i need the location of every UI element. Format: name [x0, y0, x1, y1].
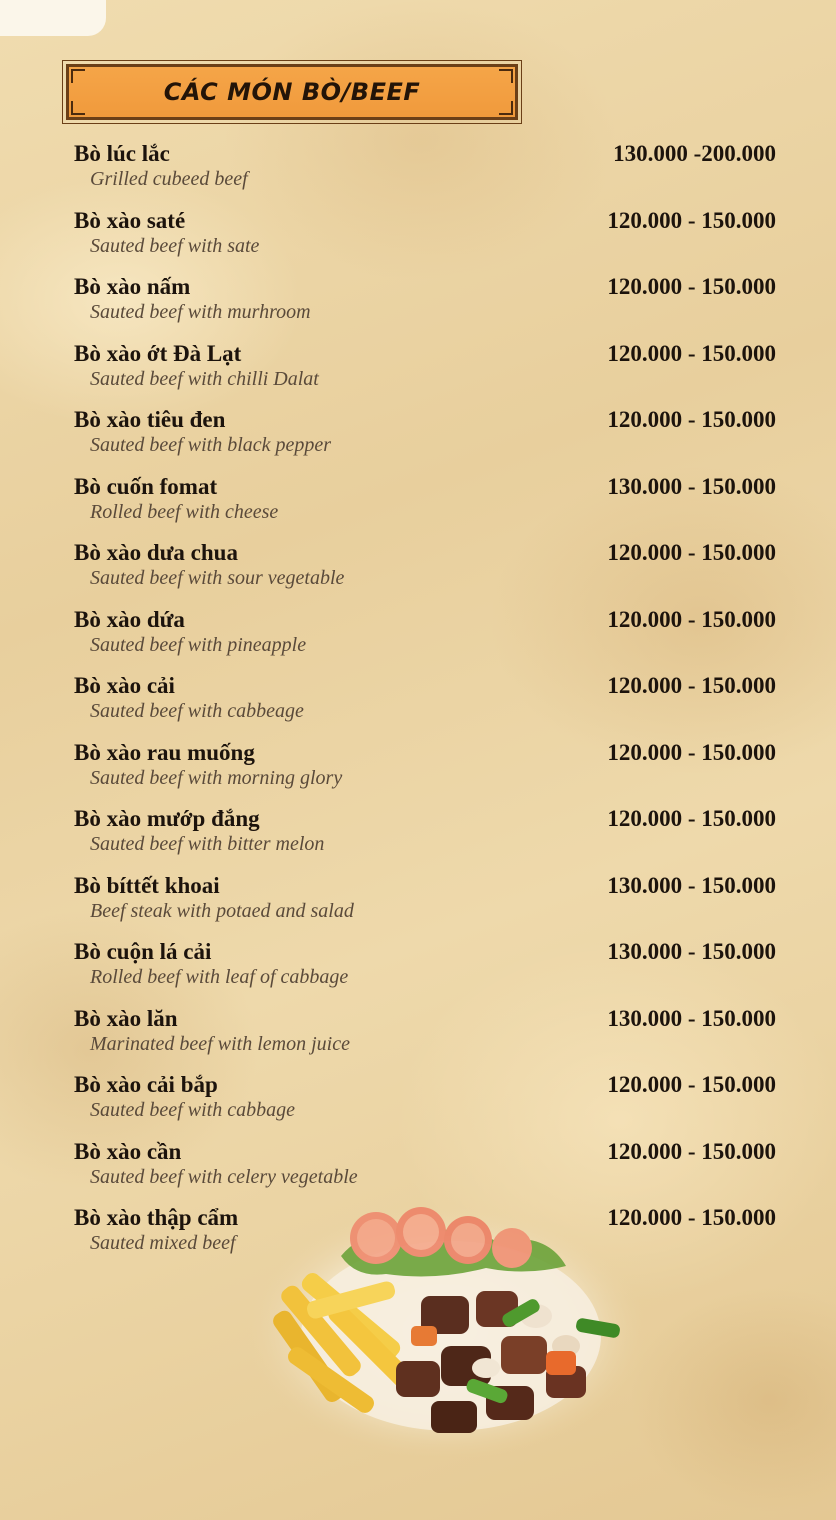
menu-item — [0, 470, 836, 537]
item-description: Sauted beef with sate — [90, 234, 260, 257]
item-description: Sauted beef with cabbeage — [90, 700, 304, 722]
section-title: CÁC MÓN BÒ/BEEF — [163, 78, 421, 106]
item-name: Bò xào dứa — [74, 606, 185, 632]
item-name: Bò cuốn fomat — [74, 473, 218, 499]
item-description: Sauted beef with sour vegetable — [90, 567, 345, 589]
item-price: 120.000 - 150.000 — [607, 407, 776, 432]
menu-item — [0, 137, 836, 204]
item-name: Bò lúc lắc — [74, 141, 170, 166]
item-price: 120.000 - 150.000 — [607, 540, 776, 565]
menu-list — [0, 137, 836, 1268]
item-name: Bò xào thập cẩm — [74, 1205, 239, 1230]
item-description: Sauted beef with bitter melon — [90, 833, 325, 855]
item-price: 120.000 - 150.000 — [607, 207, 776, 233]
item-description: Sauted beef with chilli Dalat — [90, 367, 319, 390]
item-price: 120.000 - 150.000 — [607, 606, 776, 632]
item-name: Bò xào cần — [74, 1138, 182, 1164]
item-name: Bò xào nấm — [74, 274, 191, 299]
item-description: Sauted beef with cabbage — [90, 1099, 295, 1121]
item-name: Bò bíttết khoai — [74, 872, 220, 898]
item-description: Grilled cubeed beef — [90, 168, 248, 190]
menu-item — [0, 1068, 836, 1135]
item-name: Bò xào dưa chua — [74, 540, 238, 565]
menu-item — [0, 270, 836, 337]
item-price: 120.000 - 150.000 — [607, 274, 776, 299]
item-description: Rolled beef with leaf of cabbage — [90, 966, 349, 988]
item-name: Bò xào mướp đắng — [74, 806, 260, 831]
item-price: 130.000 - 150.000 — [607, 1005, 776, 1031]
item-description: Sauted beef with morning glory — [90, 766, 343, 789]
item-name: Bò xào cải — [74, 673, 175, 698]
menu-item — [0, 1201, 836, 1268]
menu-item — [0, 802, 836, 869]
menu-item — [0, 1135, 836, 1202]
item-description: Sauted mixed beef — [90, 1232, 236, 1254]
item-name: Bò xào tiêu đen — [74, 407, 226, 432]
menu-item — [0, 603, 836, 670]
item-description: Marinated beef with lemon juice — [90, 1032, 350, 1055]
item-name: Bò xào ớt Đà Lạt — [74, 340, 242, 366]
menu-item — [0, 736, 836, 803]
item-name: Bò xào cải bắp — [74, 1072, 218, 1097]
item-description: Rolled beef with cheese — [90, 500, 279, 523]
item-price: 130.000 -200.000 — [613, 141, 776, 166]
item-price: 130.000 - 150.000 — [607, 473, 776, 499]
item-description: Sauted beef with celery vegetable — [90, 1165, 358, 1188]
item-price: 130.000 - 150.000 — [607, 939, 776, 964]
menu-item — [0, 1002, 836, 1069]
item-price: 120.000 - 150.000 — [607, 806, 776, 831]
menu-item — [0, 935, 836, 1002]
menu-item — [0, 536, 836, 603]
menu-item — [0, 337, 836, 404]
menu-item — [0, 669, 836, 736]
item-price: 120.000 - 150.000 — [607, 1138, 776, 1164]
item-price: 120.000 - 150.000 — [607, 1072, 776, 1097]
item-name: Bò xào lăn — [74, 1005, 178, 1031]
item-price: 120.000 - 150.000 — [607, 739, 776, 765]
item-description: Beef steak with potaed and salad — [90, 899, 354, 922]
item-price: 130.000 - 150.000 — [607, 872, 776, 898]
item-description: Sauted beef with murhroom — [90, 301, 311, 323]
item-name: Bò xào saté — [74, 207, 186, 233]
section-banner — [66, 64, 518, 120]
item-price: 120.000 - 150.000 — [607, 673, 776, 698]
menu-item — [0, 869, 836, 936]
item-name: Bò cuộn lá cải — [74, 939, 212, 964]
item-price: 120.000 - 150.000 — [607, 340, 776, 366]
item-description: Sauted beef with pineapple — [90, 633, 307, 656]
item-name: Bò xào rau muống — [74, 739, 255, 765]
page-corner-tab — [0, 0, 106, 36]
item-price: 120.000 - 150.000 — [607, 1205, 776, 1230]
menu-item — [0, 403, 836, 470]
item-description: Sauted beef with black pepper — [90, 434, 332, 456]
menu-item — [0, 204, 836, 271]
